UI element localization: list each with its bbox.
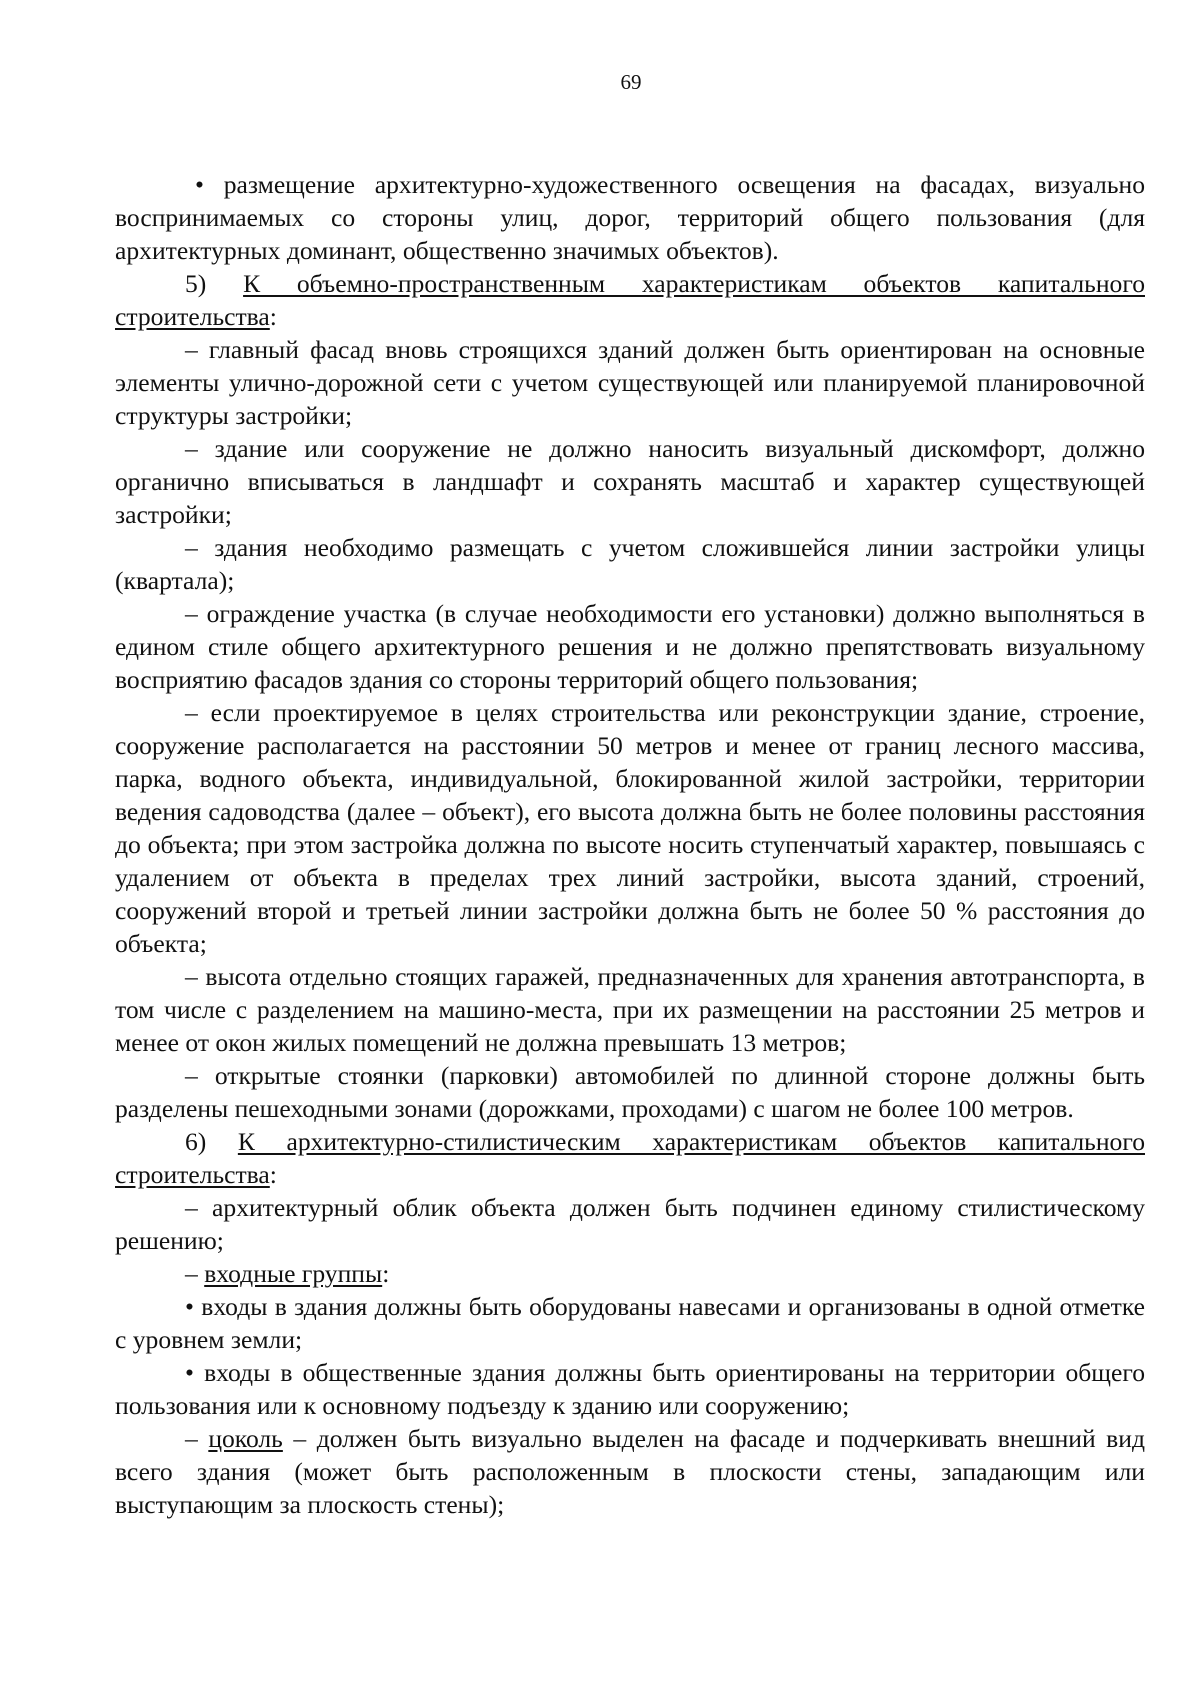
paragraph-public-entrances: • входы в общественные здания должны быть ориентированы на территории общего пользования или к основному подъезду к зданию или сооружению; [115, 1358, 1145, 1420]
entrance-dash: – [185, 1259, 198, 1288]
paragraph-parking: – открытые стоянки (парковки) автомобилей по длинной стороне должны быть разделены пешеходными зонами (дорожками, проходами) с шагом не более 100 метров. [115, 1061, 1145, 1123]
section-6-number: 6) [185, 1127, 207, 1156]
paragraph-height-limit: – если проектируемое в целях строительства или реконструкции здание, строение, сооружение располагается на расстоянии 50 метров и менее от границ лесного массива, парка, водного объекта, индивидуальной, блокированной жилой застройки, территории ведения садоводства (далее – объект), его высота должна быть не более половины расстояния до объекта; при этом застройка должна по высоте носить ступенчатый характер, повышаясь с удалением от объекта в пределах трех линий застройки, высота зданий, строений, сооружений второй и третьей линии застройки должна быть не более 50 % расстояния до объекта; [115, 698, 1145, 958]
section-5-heading [115, 267, 1145, 333]
section-5-title: К объемно-пространственным характеристикам объектов капитального строительства [115, 269, 1145, 331]
paragraph-architectural-look: – архитектурный облик объекта должен быть подчинен единому стилистическому решению; [115, 1193, 1145, 1255]
paragraph-lighting: • размещение архитектурно-художественного освещения на фасадах, визуально воспринимаемых со стороны улиц, дорог, территорий общего пользования (для архитектурных доминант, общественно значимых объектов). [115, 170, 1145, 265]
entrance-groups-title: входные группы [204, 1259, 383, 1288]
plinth-text: – должен быть визуально выделен на фасаде и подчеркивать внешний вид всего здания (может быть расположенным в плоскости стены, западающим или выступающим за плоскость стены); [115, 1424, 1145, 1519]
section-5-colon: : [269, 302, 277, 331]
paragraph-main-facade: – главный фасад вновь строящихся зданий должен быть ориентирован на основные элементы улично-дорожной сети с учетом существующей или планируемой планировочной структуры застройки; [115, 335, 1145, 430]
section-6-heading [115, 1125, 1145, 1191]
paragraph-garages: – высота отдельно стоящих гаражей, предназначенных для хранения автотранспорта, в том числе с разделением на машино-места, при их размещении на расстоянии 25 метров и менее от окон жилых помещений не должна превышать 13 метров; [115, 962, 1145, 1057]
page-number: 69 [620, 70, 642, 94]
section-5-number: 5) [185, 269, 207, 298]
paragraph-visual-discomfort: – здание или сооружение не должно наносить визуальный дискомфорт, должно органично вписываться в ландшафт и сохранять масштаб и характер существующей застройки; [115, 434, 1145, 529]
plinth-dash: – [185, 1424, 198, 1453]
section-6-title: К архитектурно-стилистическим характеристикам объектов капитального строительства [115, 1127, 1145, 1189]
paragraph-entrance-canopies: • входы в здания должны быть оборудованы навесами и организованы в одной отметке с уровнем земли; [115, 1292, 1145, 1354]
plinth-title: цоколь [208, 1424, 283, 1453]
entrance-colon: : [382, 1259, 390, 1288]
paragraph-fencing: – ограждение участка (в случае необходимости его установки) должно выполняться в едином стиле общего архитектурного решения и не должно препятствовать визуальному восприятию фасадов здания со стороны территорий общего пользования; [115, 599, 1145, 694]
paragraph-plinth [115, 1422, 1145, 1521]
section-6-colon: : [269, 1160, 277, 1189]
paragraph-building-line: – здания необходимо размещать с учетом сложившейся линии застройки улицы (квартала); [115, 533, 1145, 595]
document-body [115, 168, 1145, 1521]
subheading-entrance-groups [115, 1257, 1145, 1290]
